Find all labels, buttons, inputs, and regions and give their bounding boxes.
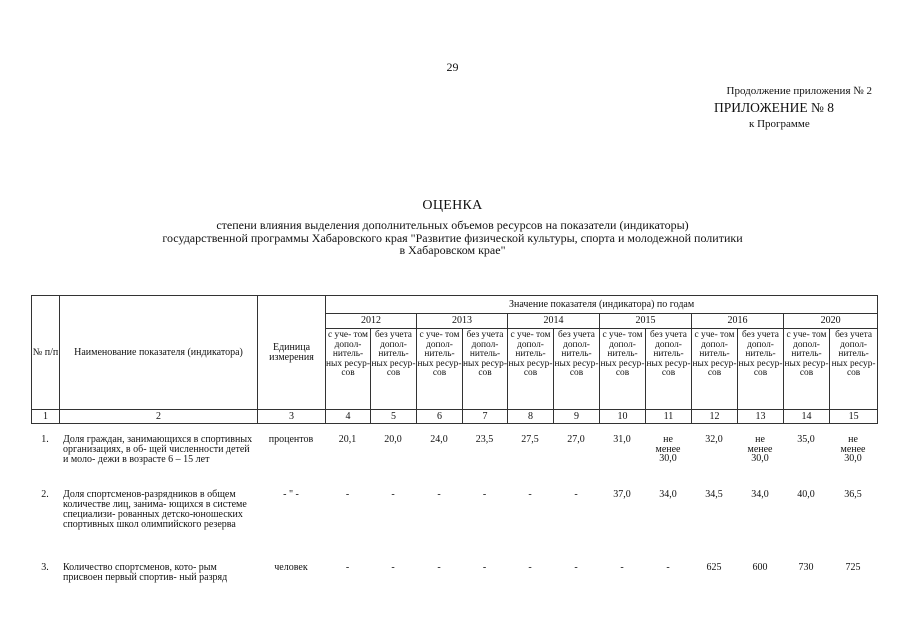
value-cell: 34,5: [705, 489, 723, 500]
column-number: 10: [600, 410, 646, 424]
value-text: не менее 30,0: [655, 434, 681, 464]
value-cell: 725: [845, 562, 861, 573]
document-title: ОЦЕНКА: [422, 198, 483, 213]
column-number: 9: [554, 410, 600, 424]
year-header: 2013: [417, 314, 508, 329]
column-number: 12: [692, 410, 738, 424]
column-number: 1: [32, 410, 60, 424]
header-values-by-year: Значение показателя (индикатора) по годам: [326, 296, 878, 314]
appendix-label: ПРИЛОЖЕНИЕ № 8: [714, 100, 835, 115]
value-cell: 24,0: [430, 434, 448, 445]
value-cell: 31,0: [613, 434, 631, 445]
year-header: 2015: [600, 314, 692, 329]
table-row: [31, 563, 877, 601]
column-number: 6: [417, 410, 463, 424]
value-cell: 40,0: [797, 489, 815, 500]
indicator-name: Доля спортсменов-разрядников в общем количестве лиц, занима- ющихся в системе специализи- рованных детско-юношеских спортивных школ олимпийского резерва: [63, 489, 247, 530]
column-number: 3: [258, 410, 326, 424]
subtitle-line: в Хабаровском крае": [399, 243, 506, 257]
subheader-without-resources: без учета допол- нитель- ных ресур- сов: [463, 329, 508, 410]
header-number: № п/п: [32, 296, 60, 410]
indicator-name: Доля граждан, занимающихся в спортивных организациях, в об- щей численности детей и моло- дежи в возрасте 6 – 15 лет: [63, 434, 253, 465]
value-cell: [737, 435, 783, 490]
subheader-with-resources: с уче- том допол- нитель- ных ресур- сов: [600, 329, 646, 410]
value-text: не менее 30,0: [747, 434, 773, 464]
column-number: 5: [371, 410, 417, 424]
value-cell: -: [528, 562, 532, 573]
value-cell: [645, 435, 691, 490]
year-header: 2012: [326, 314, 417, 329]
value-cell: -: [482, 489, 487, 500]
value-cell: [829, 435, 877, 490]
value-cell: -: [345, 562, 350, 573]
value-cell: -: [437, 489, 441, 500]
column-number: 7: [463, 410, 508, 424]
value-cell: -: [528, 489, 532, 500]
value-cell: 36,5: [844, 489, 862, 500]
indicator-unit: процентов: [268, 434, 314, 445]
column-number: 4: [326, 410, 371, 424]
value-cell: 32,0: [705, 434, 723, 445]
value-cell: 600: [752, 562, 768, 573]
subheader-without-resources: без учета допол- нитель- ных ресур- сов: [371, 329, 417, 410]
page-number: 29: [446, 60, 459, 74]
value-cell: 730: [798, 562, 814, 573]
value-cell: 34,0: [659, 489, 677, 500]
row-number: 2.: [41, 489, 49, 500]
column-number: 15: [830, 410, 878, 424]
header-unit: Единица измерения: [258, 296, 326, 410]
indicator-table-header: [31, 295, 878, 424]
year-header: 2014: [508, 314, 600, 329]
document-subtitle: [60, 219, 845, 257]
subheader-with-resources: с уче- том допол- нитель- ных ресур- сов: [692, 329, 738, 410]
indicator-unit: - " -: [283, 489, 299, 500]
value-cell: -: [666, 562, 670, 573]
header-indicator-name: Наименование показателя (индикатора): [60, 296, 258, 410]
value-cell: -: [345, 489, 350, 500]
column-number: 2: [60, 410, 258, 424]
value-cell: 625: [706, 562, 722, 573]
subheader-without-resources: без учета допол- нитель- ных ресур- сов: [646, 329, 692, 410]
value-text: не менее 30,0: [840, 434, 866, 464]
indicator-unit: человек: [274, 562, 308, 573]
value-cell: -: [574, 489, 578, 500]
continuation-note: Продолжение приложения № 2: [726, 85, 872, 97]
table-row: [31, 490, 877, 563]
column-number: 8: [508, 410, 554, 424]
subheader-without-resources: без учета допол- нитель- ных ресур- сов: [554, 329, 600, 410]
program-label: к Программе: [749, 118, 810, 130]
indicator-table-body: [31, 435, 877, 601]
subheader-with-resources: с уче- том допол- нитель- ных ресур- сов: [326, 329, 371, 410]
subheader-without-resources: без учета допол- нитель- ных ресур- сов: [830, 329, 878, 410]
value-cell: -: [574, 562, 578, 573]
value-cell: 23,5: [475, 434, 494, 445]
value-cell: 20,1: [338, 434, 357, 445]
subheader-with-resources: с уче- том допол- нитель- ных ресур- сов: [508, 329, 554, 410]
value-cell: 27,0: [567, 434, 585, 445]
value-cell: -: [620, 562, 624, 573]
value-cell: 20,0: [384, 434, 402, 445]
subheader-without-resources: без учета допол- нитель- ных ресур- сов: [738, 329, 784, 410]
row-number: 1.: [41, 434, 49, 445]
subtitle-line: степени влияния выделения дополнительных объемов ресурсов на показатели (индикаторы): [216, 218, 689, 232]
row-number: 3.: [41, 562, 49, 573]
year-header: 2020: [784, 314, 878, 329]
subheader-with-resources: с уче- том допол- нитель- ных ресур- сов: [784, 329, 830, 410]
table-row: [31, 435, 877, 490]
subtitle-line: государственной программы Хабаровского края "Развитие физической культуры, спорта и молодежной политики: [162, 230, 743, 245]
column-number: 13: [738, 410, 784, 424]
value-cell: -: [391, 562, 395, 573]
column-number: 11: [646, 410, 692, 424]
value-cell: -: [482, 562, 487, 573]
value-cell: -: [391, 489, 395, 500]
value-cell: 35,0: [797, 434, 815, 445]
value-cell: 34,0: [751, 489, 769, 500]
column-number: 14: [784, 410, 830, 424]
indicator-name: Количество спортсменов, кото- рым присвоен первый спортив- ный разряд: [63, 562, 228, 583]
year-header: 2016: [692, 314, 784, 329]
subheader-with-resources: с уче- том допол- нитель- ных ресур- сов: [417, 329, 463, 410]
value-cell: 37,0: [613, 489, 631, 500]
value-cell: 27,5: [521, 434, 539, 445]
value-cell: -: [437, 562, 441, 573]
